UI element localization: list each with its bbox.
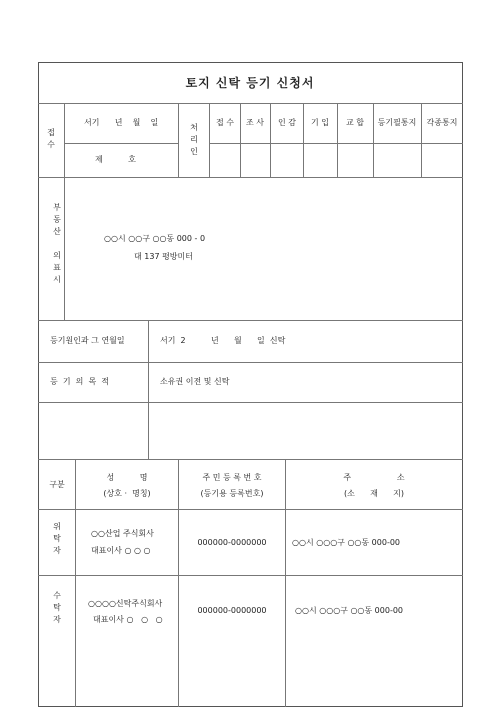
name-header: 성 명 (106, 473, 148, 482)
property-address: ○○시 ○○구 ○○동 000 - 0 (104, 234, 206, 243)
divider (373, 103, 374, 177)
divider (421, 103, 422, 177)
trustee-address: ○○시 ○○○구 ○○동 000-00 (295, 606, 404, 615)
address-header: 주 소 (343, 473, 405, 482)
divider (64, 177, 65, 320)
trustor-name: ○○산업 주식회사 (91, 529, 154, 538)
trustor-label: 위 탁 자 (53, 522, 61, 555)
col-entry: 기 입 (311, 118, 329, 127)
divider (38, 575, 463, 576)
address-subheader: (소 재 지) (344, 489, 404, 498)
divider (38, 362, 463, 363)
divider (38, 177, 463, 178)
col-seal: 인 감 (278, 118, 296, 127)
divider (64, 143, 178, 144)
property-label: 부 동 산 의 표 시 (53, 203, 61, 284)
col-receipt: 접 수 (216, 118, 234, 127)
divider (148, 320, 149, 459)
id-header: 주 민 등 록 번 호 (202, 473, 262, 482)
divider (209, 143, 463, 144)
receipt-date-line: 서기 년 월 일 (84, 118, 159, 127)
col-review: 조 사 (246, 118, 264, 127)
col-completion-notice: 등기필통지 (377, 118, 417, 127)
col-check: 교 합 (346, 118, 364, 127)
divider (38, 103, 463, 104)
divider (75, 459, 76, 707)
parties-category-header: 구분 (49, 480, 65, 489)
purpose-value: 소유권 이전 및 신탁 (160, 377, 230, 386)
trustor-representative: 대표이사 ○ ○ ○ (91, 546, 151, 555)
trustee-name: ○○○○신탁주식회사 (88, 599, 163, 608)
divider (337, 103, 338, 177)
divider (38, 320, 463, 321)
id-subheader: (등기용 등록번호) (200, 489, 264, 498)
name-subheader: (상호 · 명칭) (103, 489, 151, 498)
divider (209, 103, 210, 177)
divider (240, 103, 241, 177)
receipt-number-line: 제 호 (95, 155, 136, 164)
purpose-label: 등 기 의 목 적 (50, 377, 109, 386)
processor-label: 처 리 인 (190, 123, 198, 156)
divider (38, 459, 463, 460)
divider (38, 509, 463, 510)
col-other-notices: 각종통지 (426, 118, 458, 127)
trustee-label: 수 탁 자 (53, 591, 61, 624)
divider (270, 103, 271, 177)
divider (303, 103, 304, 177)
property-area: 대 137 평방미터 (134, 252, 193, 261)
trustee-representative: 대표이사 ○ ○ ○ (93, 615, 163, 624)
trustee-id-number: 000000-0000000 (197, 606, 267, 615)
form-title: 토지 신탁 등기 신청서 (185, 76, 315, 90)
divider (178, 459, 179, 707)
divider (64, 103, 65, 177)
cause-label: 등기원인과 그 연월일 (50, 336, 125, 345)
divider (285, 459, 286, 707)
trustor-id-number: 000000-0000000 (197, 538, 267, 547)
divider (178, 103, 179, 177)
receipt-label: 접 수 (47, 128, 55, 149)
divider (38, 402, 463, 403)
cause-value: 서기 2 년 월 일 신탁 (160, 336, 286, 345)
trustor-address: ○○시 ○○○구 ○○동 000-00 (292, 538, 401, 547)
